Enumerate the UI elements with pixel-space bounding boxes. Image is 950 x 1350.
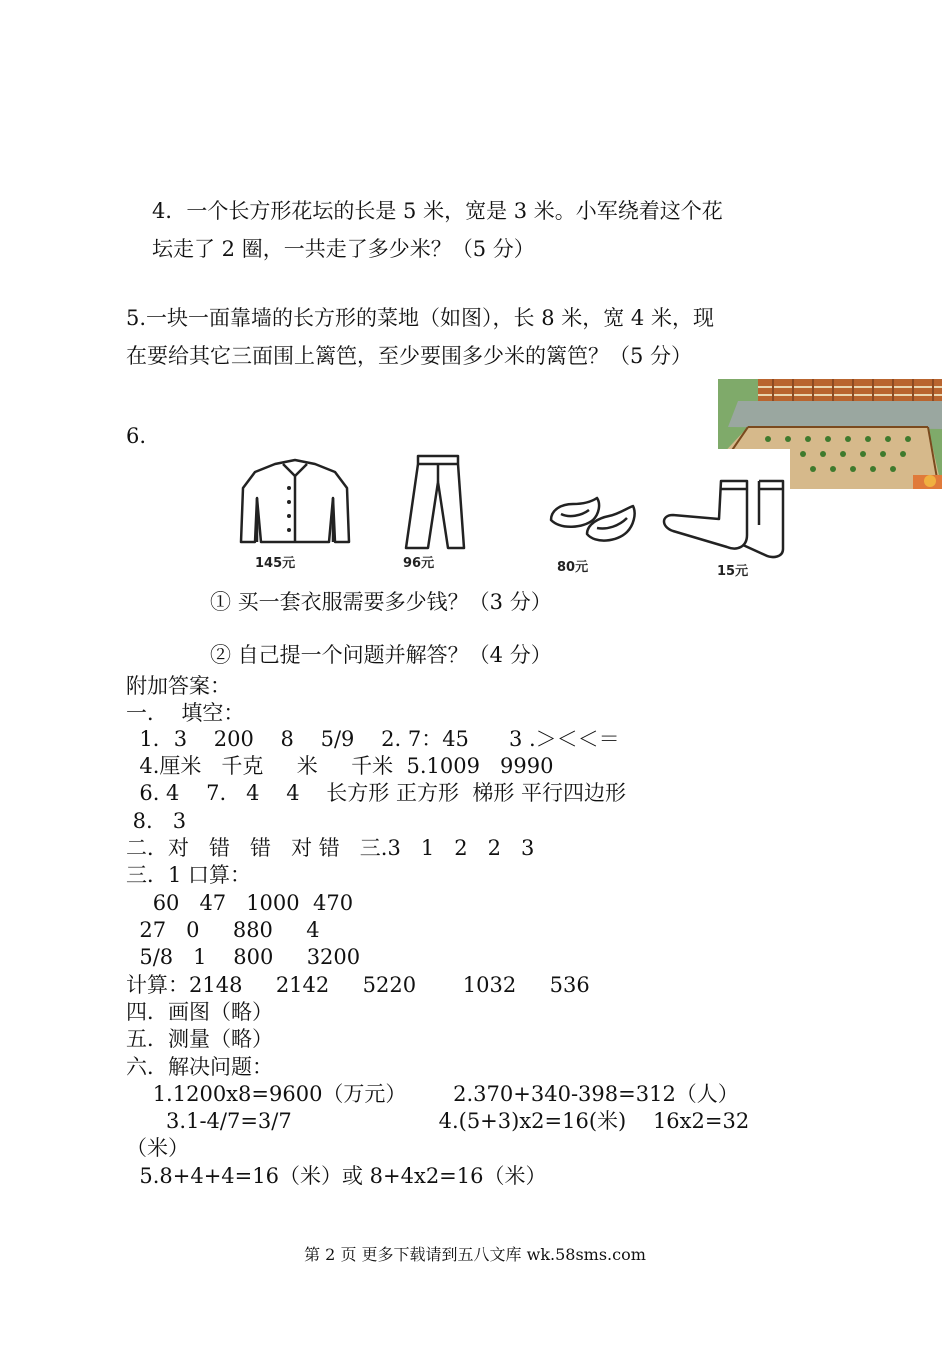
trousers-icon	[398, 452, 468, 552]
question-5-line-1: 5.一块一面靠墙的长方形的菜地（如图），长 8 米，宽 4 米，现	[126, 306, 714, 330]
answer-line: （米）	[126, 1136, 189, 1160]
answer-line: 27 0 880 4	[126, 918, 320, 942]
answer-line: 6. 4 7. 4 4 长方形 正方形 梯形 平行四边形	[126, 781, 627, 805]
question-6-label: 6.	[126, 424, 147, 448]
answer-line: 计算：2148 2142 5220 1032 536	[126, 973, 590, 997]
question-4-line-1: 4．一个长方形花坛的长是 5 米，宽是 3 米。小军绕着这个花	[152, 199, 723, 223]
answer-line: 四．画图（略）	[126, 1000, 273, 1024]
answer-line: 五．测量（略）	[126, 1027, 273, 1051]
shoes-icon	[547, 490, 637, 550]
answer-line: 5.8+4+4=16（米）或 8+4x2=16（米）	[126, 1164, 547, 1188]
answer-line: 一． 填空：	[126, 701, 245, 725]
question-6-sub-1: ① 买一套衣服需要多少钱？（3 分）	[210, 590, 552, 614]
shoes-price: 80元	[557, 560, 589, 575]
answers-title: 附加答案：	[126, 674, 231, 698]
answer-line: 六．解决问题：	[126, 1055, 273, 1079]
answer-line: 1．3 200 8 5/9 2. 7：45 3 .＞＜＜＝	[126, 727, 620, 751]
answer-line: 5/8 1 800 3200	[126, 945, 361, 969]
jacket-price: 145元	[255, 556, 296, 571]
answer-line: 4.厘米 千克 米 千米 5.1009 9990	[126, 754, 554, 778]
answer-line: 1.1200x8=9600（万元） 2.370+340-398=312（人）	[126, 1082, 739, 1106]
answer-line: 二．对 错 错 对 错 三.3 1 2 2 3	[126, 836, 535, 860]
socks-icon	[655, 475, 785, 560]
jacket-icon	[235, 458, 355, 548]
answer-line: 60 47 1000 470	[126, 891, 354, 915]
socks-price: 15元	[717, 564, 749, 579]
question-5-line-2: 在要给其它三面围上篱笆，至少要围多少米的篱笆？（5 分）	[126, 344, 693, 368]
question-4-line-2: 坛走了 2 圈，一共走了多少米？（5 分）	[152, 237, 535, 261]
question-6-sub-2: ② 自己提一个问题并解答？（4 分）	[210, 643, 552, 667]
trousers-price: 96元	[403, 556, 435, 571]
vegetable-garden-illustration	[718, 379, 942, 489]
page-footer: 第 2 页 更多下载请到五八文库 wk.58sms.com	[304, 1245, 646, 1264]
answer-line: 8. 3	[126, 809, 187, 833]
answer-line: 三．1 口算：	[126, 863, 252, 887]
answer-line: 3.1-4/7=3/7 4.(5+3)x2=16(米) 16x2=32	[126, 1109, 750, 1133]
